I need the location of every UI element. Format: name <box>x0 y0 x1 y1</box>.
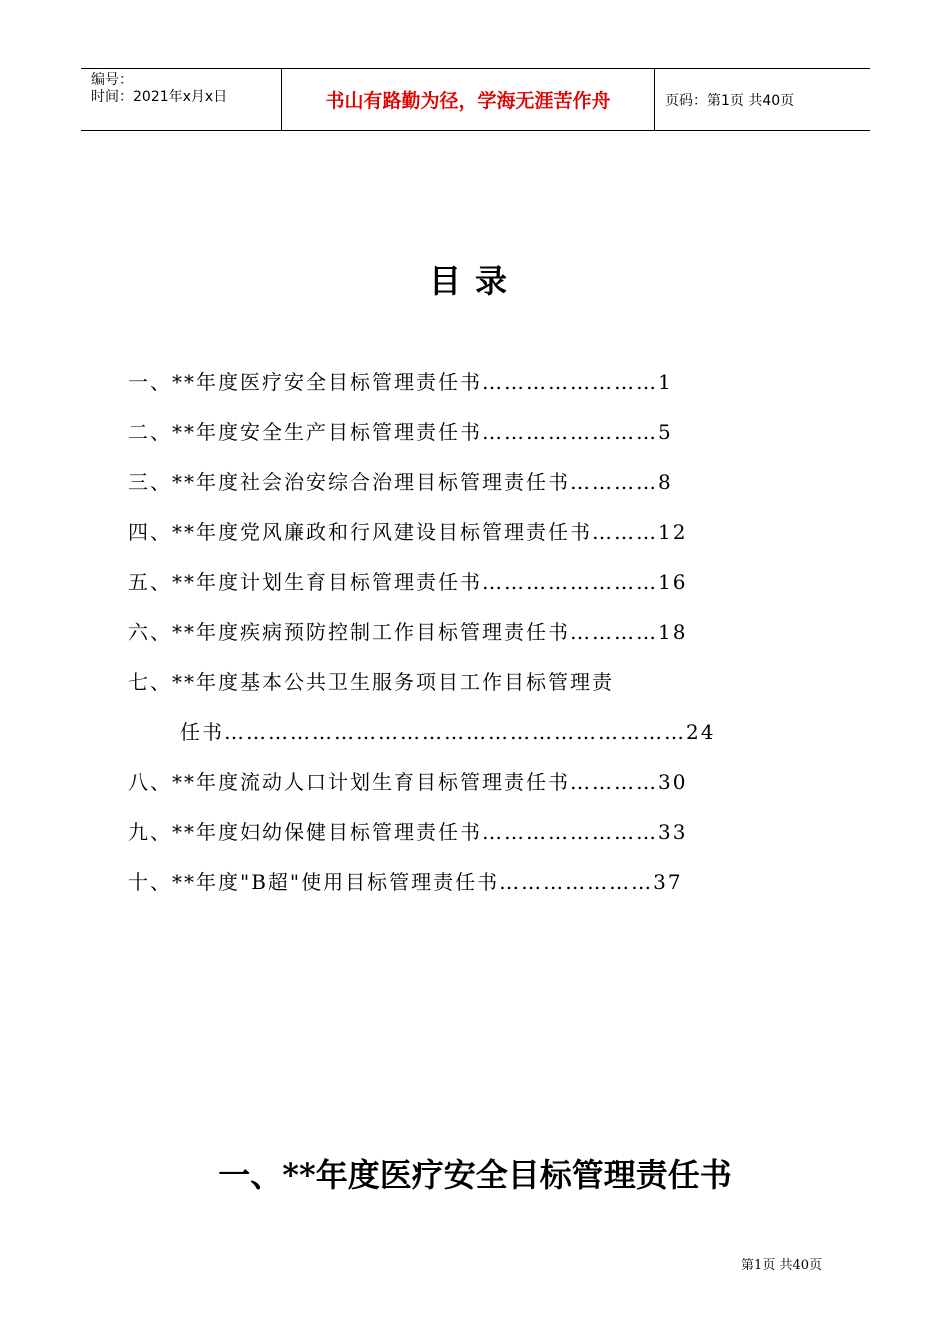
header-page: 页码：第1页 共40页 <box>665 92 795 109</box>
toc-entry-1[interactable]: 一、**年度医疗安全目标管理责任书……………………1 <box>128 370 673 394</box>
header-motto: 书山有路勤为径，学海无涯苦作舟 <box>282 69 655 130</box>
table-of-contents <box>128 364 808 914</box>
toc-entry-7-cont[interactable]: 任书………………………………………………………24 <box>180 720 716 744</box>
toc-entry-7[interactable]: 七、**年度基本公共卫生服务项目工作目标管理责 <box>128 670 614 694</box>
header-number: 编号： <box>91 72 133 88</box>
header-time: 时间：2021年x月x日 <box>91 89 228 105</box>
toc-entry-3[interactable]: 三、**年度社会治安综合治理目标管理责任书…………8 <box>128 470 673 494</box>
toc-entry-9[interactable]: 九、**年度妇幼保健目标管理责任书……………………33 <box>128 820 688 844</box>
toc-title: 目录 <box>428 262 521 300</box>
toc-entry-5[interactable]: 五、**年度计划生育目标管理责任书……………………16 <box>128 570 688 594</box>
page-footer: 第1页 共40页 <box>741 1258 822 1273</box>
toc-entry-10[interactable]: 十、**年度"B超"使用目标管理责任书…………………37 <box>128 870 683 894</box>
header-meta <box>81 69 282 130</box>
section-title: 一、**年度医疗安全目标管理责任书 <box>218 1156 732 1194</box>
toc-entry-8[interactable]: 八、**年度流动人口计划生育目标管理责任书…………30 <box>128 770 688 794</box>
toc-entry-6[interactable]: 六、**年度疾病预防控制工作目标管理责任书…………18 <box>128 620 688 644</box>
toc-entry-2[interactable]: 二、**年度安全生产目标管理责任书……………………5 <box>128 420 673 444</box>
page-header <box>81 68 870 131</box>
toc-entry-4[interactable]: 四、**年度党风廉政和行风建设目标管理责任书………12 <box>128 520 688 544</box>
